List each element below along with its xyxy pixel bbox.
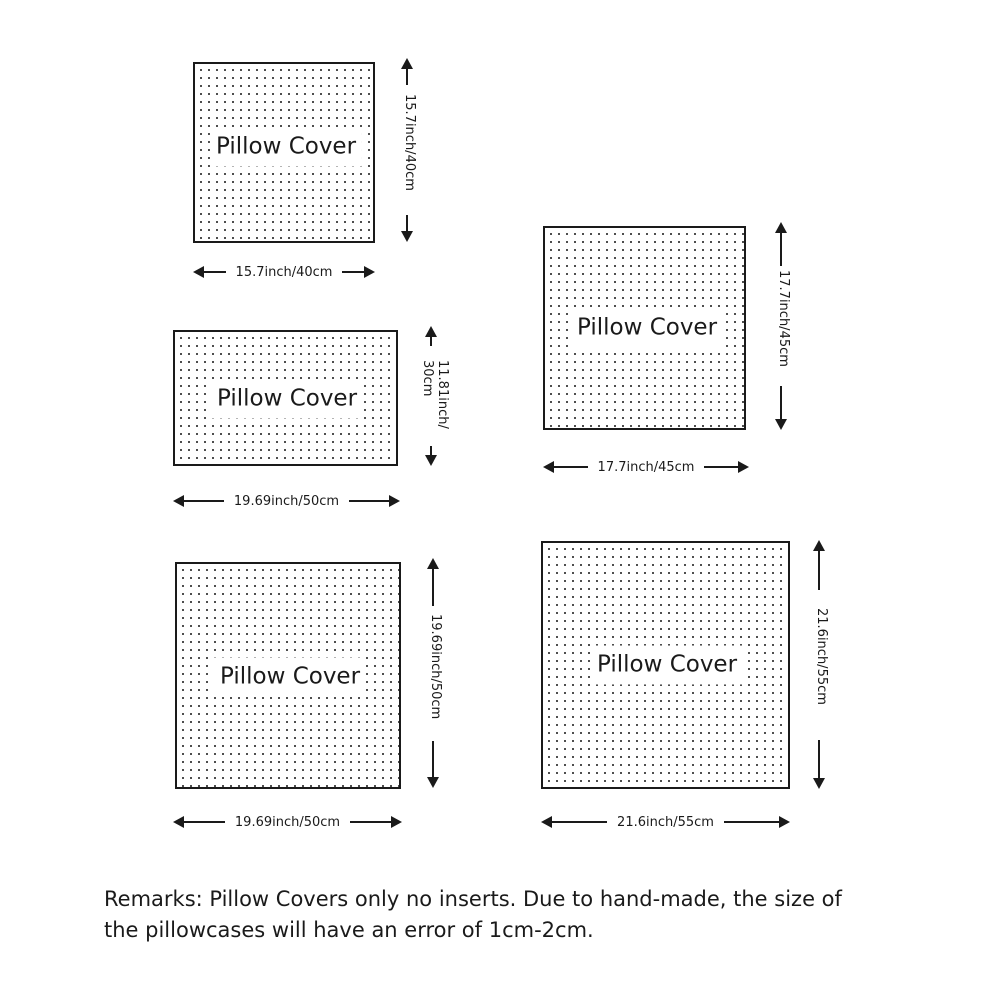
arrow-up-icon xyxy=(427,558,439,569)
width-dimension-40x40 xyxy=(193,262,375,282)
pillow-cover-label: Pillow Cover xyxy=(214,658,366,697)
height-label: 17.7inch/45cm xyxy=(776,270,791,367)
arrow-right-icon xyxy=(391,816,402,828)
arrow-left-icon xyxy=(173,495,184,507)
height-label xyxy=(419,360,449,429)
pillow-cover-55x55 xyxy=(541,541,790,789)
arrow-right-icon xyxy=(738,461,749,473)
arrow-right-icon xyxy=(364,266,375,278)
width-label: 21.6inch/55cm xyxy=(617,814,714,830)
arrow-up-icon xyxy=(401,58,413,69)
pillow-cover-label: Pillow Cover xyxy=(210,128,362,167)
height-label-line-2: 30cm xyxy=(420,360,436,397)
arrow-up-icon xyxy=(425,326,437,337)
arrow-down-icon xyxy=(425,455,437,466)
arrow-up-icon xyxy=(775,222,787,233)
width-label: 19.69inch/50cm xyxy=(233,493,340,509)
pillow-cover-30x50 xyxy=(173,330,398,466)
arrow-up-icon xyxy=(813,540,825,551)
width-label: 15.7inch/40cm xyxy=(235,264,333,280)
arrow-down-icon xyxy=(775,419,787,430)
arrow-right-icon xyxy=(389,495,400,507)
arrow-down-icon xyxy=(813,778,825,789)
remarks-text xyxy=(104,884,924,946)
pillow-cover-label: Pillow Cover xyxy=(571,309,723,348)
arrow-left-icon xyxy=(173,816,184,828)
width-label: 17.7inch/45cm xyxy=(597,459,695,475)
width-dimension-30x50 xyxy=(173,491,400,511)
arrow-down-icon xyxy=(401,231,413,242)
pillow-cover-45x45 xyxy=(543,226,746,430)
remarks-line-2: the pillowcases will have an error of 1cm-2cm. xyxy=(104,918,594,942)
remarks-line-1: Remarks: Pillow Covers only no inserts. Due to hand-made, the size of xyxy=(104,887,842,911)
width-label: 19.69inch/50cm xyxy=(234,814,341,830)
pillow-cover-50x50 xyxy=(175,562,401,789)
width-dimension-55x55 xyxy=(541,812,790,832)
pillow-cover-label: Pillow Cover xyxy=(211,380,363,419)
pillow-cover-40x40 xyxy=(193,62,375,243)
arrow-left-icon xyxy=(193,266,204,278)
arrow-down-icon xyxy=(427,777,439,788)
arrow-left-icon xyxy=(541,816,552,828)
arrow-left-icon xyxy=(543,461,554,473)
height-label: 21.6inch/55cm xyxy=(814,608,829,705)
width-dimension-50x50 xyxy=(173,812,402,832)
height-label: 19.69inch/50cm xyxy=(428,614,443,720)
arrow-right-icon xyxy=(779,816,790,828)
width-dimension-45x45 xyxy=(543,457,749,477)
height-label-line-1: 11.81inch/ xyxy=(435,360,450,429)
pillow-cover-label: Pillow Cover xyxy=(591,646,743,685)
height-label: 15.7inch/40cm xyxy=(402,94,417,191)
